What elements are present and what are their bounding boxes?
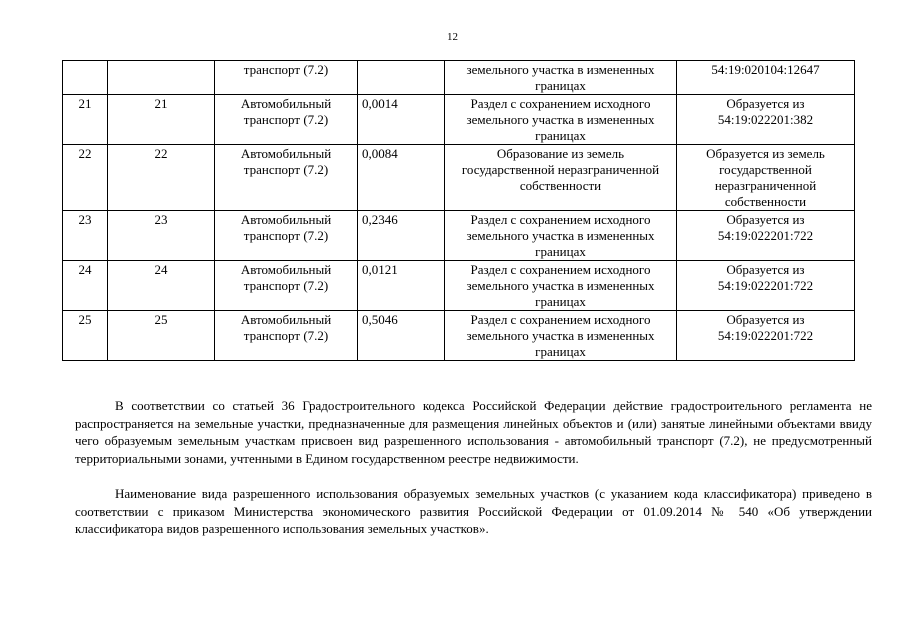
cell-source: Образуется из 54:19:022201:722 — [677, 211, 855, 261]
cell-formation-method: земельного участка в измененных границах — [445, 61, 677, 95]
cell-area — [358, 61, 445, 95]
cell-use-type: Автомобильный транспорт (7.2) — [215, 261, 358, 311]
cell-number — [63, 61, 108, 95]
cell-area: 0,0084 — [358, 145, 445, 211]
paragraph-classifier-reference — [75, 485, 872, 538]
cell-source: Образуется из 54:19:022201:382 — [677, 95, 855, 145]
cell-use-type: Автомобильный транспорт (7.2) — [215, 311, 358, 361]
cell-number: 23 — [63, 211, 108, 261]
cell-plot-id: 25 — [108, 311, 215, 361]
cell-formation-method: Раздел с сохранением исходного земельного участка в измененных границах — [445, 261, 677, 311]
table-row — [63, 311, 855, 361]
cell-use-type: Автомобильный транспорт (7.2) — [215, 145, 358, 211]
land-plots-table — [62, 60, 855, 361]
cell-area: 0,5046 — [358, 311, 445, 361]
cell-area: 0,2346 — [358, 211, 445, 261]
page-number: 12 — [447, 31, 458, 43]
cell-plot-id: 23 — [108, 211, 215, 261]
table-row — [63, 261, 855, 311]
table-row — [63, 145, 855, 211]
cell-plot-id — [108, 61, 215, 95]
table-row — [63, 61, 855, 95]
cell-formation-method: Образование из земель государственной неразграниченной собственности — [445, 145, 677, 211]
table-row — [63, 95, 855, 145]
cell-use-type: транспорт (7.2) — [215, 61, 358, 95]
cell-number: 25 — [63, 311, 108, 361]
cell-number: 22 — [63, 145, 108, 211]
cell-source: Образуется из 54:19:022201:722 — [677, 311, 855, 361]
paragraph-text: В соответствии со статьей 36 Градостроительного кодекса Российской Федерации действие градостроительного регламента не распространяется на земельные участки, предназначенные для размещения линейных объектов и (или) занятые линейными объектами ввиду чего образуемым земельным участкам присвоен вид разрешенного использования - автомобильный транспорт (7.2), не предусмотренный территориальными зонами, учтенными в Едином государственном реестре недвижимости. — [75, 398, 872, 466]
cell-formation-method: Раздел с сохранением исходного земельного участка в измененных границах — [445, 211, 677, 261]
cell-formation-method: Раздел с сохранением исходного земельного участка в измененных границах — [445, 95, 677, 145]
cell-source: Образуется из 54:19:022201:722 — [677, 261, 855, 311]
cell-number: 21 — [63, 95, 108, 145]
paragraph-text: Наименование вида разрешенного использования образуемых земельных участков (с указанием кода классификатора) приведено в соответствии с приказом Министерства экономического развития Российской Федерации от 01.09.2014 № 540 «Об утверждении классификатора видов разрешенного использования земельных участков». — [75, 486, 872, 536]
cell-area: 0,0121 — [358, 261, 445, 311]
cell-area: 0,0014 — [358, 95, 445, 145]
paragraph-land-use-regulation — [75, 397, 872, 467]
cell-plot-id: 22 — [108, 145, 215, 211]
cell-formation-method: Раздел с сохранением исходного земельного участка в измененных границах — [445, 311, 677, 361]
cell-use-type: Автомобильный транспорт (7.2) — [215, 95, 358, 145]
cell-source: 54:19:020104:12647 — [677, 61, 855, 95]
cell-number: 24 — [63, 261, 108, 311]
cell-source: Образуется из земель государственной неразграниченной собственности — [677, 145, 855, 211]
table-row — [63, 211, 855, 261]
cell-plot-id: 21 — [108, 95, 215, 145]
cell-use-type: Автомобильный транспорт (7.2) — [215, 211, 358, 261]
cell-plot-id: 24 — [108, 261, 215, 311]
